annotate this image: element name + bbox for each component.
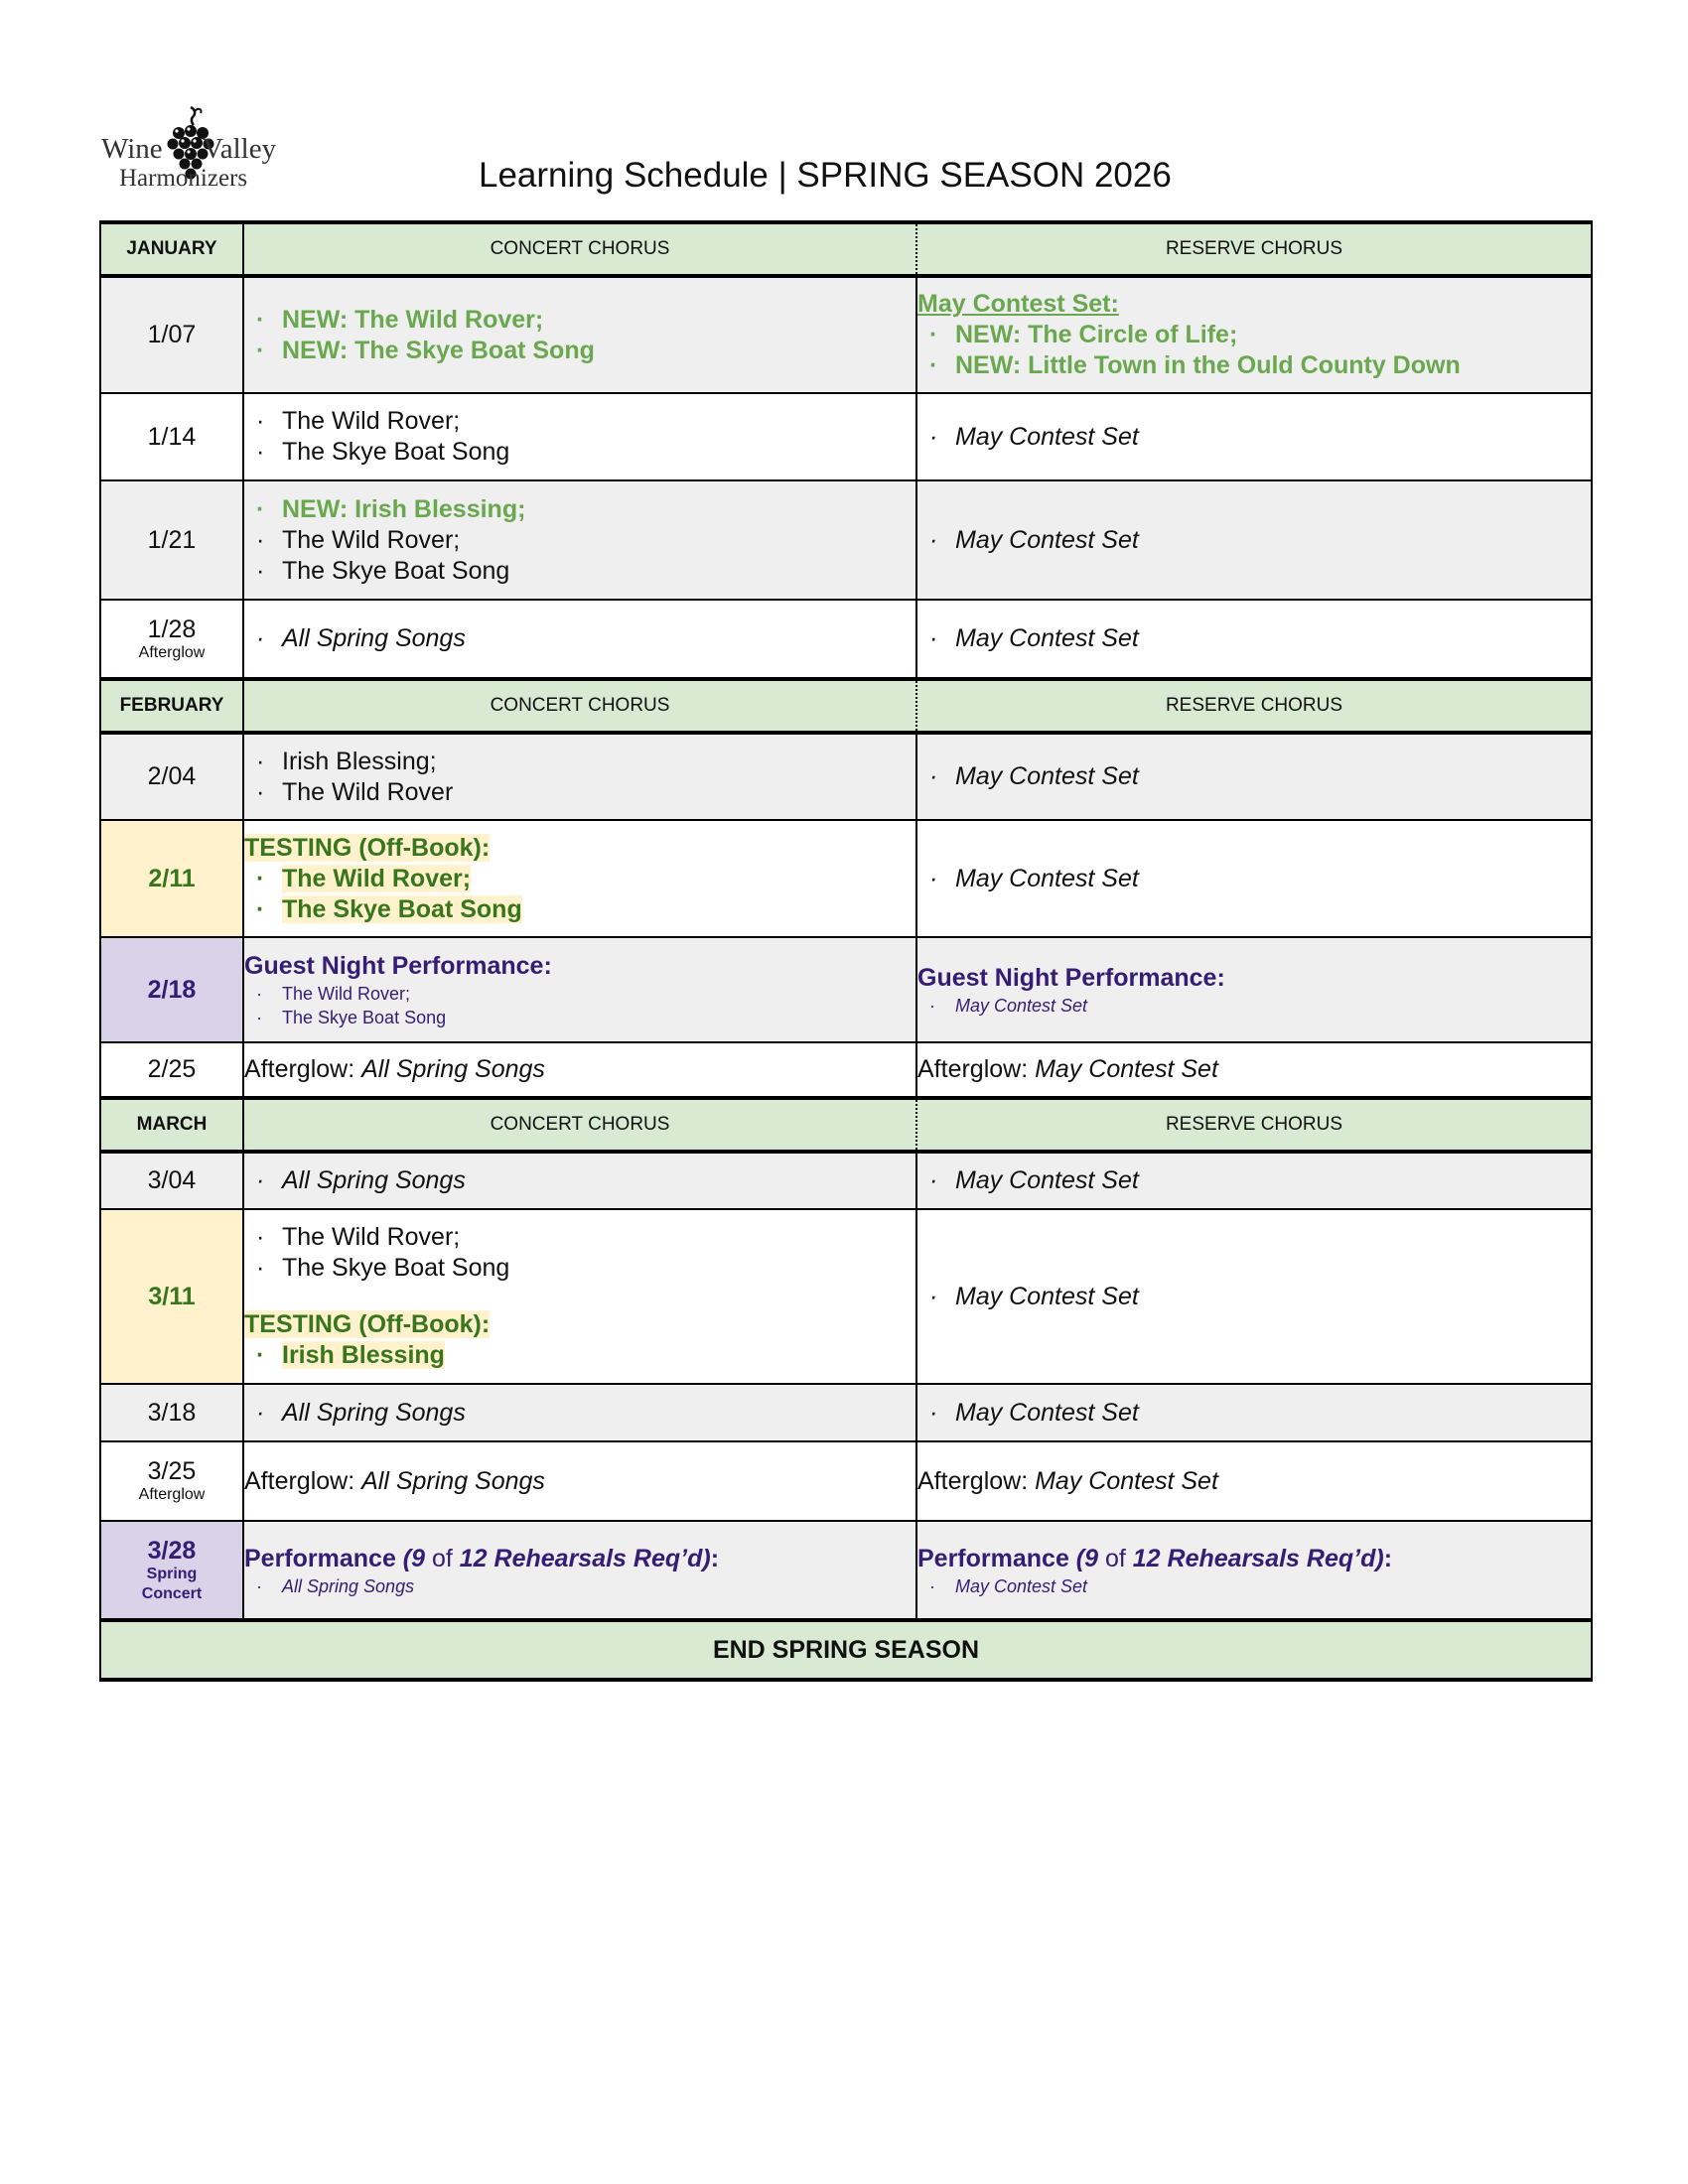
date-cell: 2/18 [100, 937, 243, 1042]
reserve-chorus-cell [916, 276, 1592, 393]
performance-heading: Performance (9 of 12 Rehearsals Req’d): [244, 1544, 720, 1572]
date-label: 3/25 [147, 1457, 197, 1485]
reserve-chorus-cell [916, 393, 1592, 480]
date-sublabel: Afterglow [138, 1486, 206, 1503]
reserve-chorus-header: RESERVE CHORUS [916, 1098, 1592, 1152]
list-item: · May Contest Set [929, 994, 1591, 1018]
concert-chorus-header: CONCERT CHORUS [243, 222, 916, 276]
date-cell: 1/07 [100, 276, 243, 393]
list-item: · Irish Blessing; [256, 747, 915, 777]
table-row [100, 480, 1592, 600]
list-item: · The Wild Rover [256, 777, 915, 808]
list-item: · The Wild Rover; [256, 982, 915, 1006]
afterglow-label: Afterglow: [244, 1466, 362, 1495]
date-cell [100, 1521, 243, 1620]
end-season-row [100, 1620, 1592, 1680]
list-item: · NEW: Little Town in the Ould County Down [929, 350, 1591, 381]
date-label: 1/28 [147, 614, 197, 643]
afterglow-label: Afterglow: [917, 1055, 1036, 1083]
date-sublabel: Concert [141, 1584, 203, 1602]
table-row [100, 1209, 1592, 1384]
list-item: · The Wild Rover; [256, 864, 915, 894]
reserve-chorus-cell [916, 1521, 1592, 1620]
table-row [100, 1441, 1592, 1521]
testing-heading: TESTING (Off-Book): [244, 833, 491, 862]
list-item: · May Contest Set [929, 1574, 1591, 1598]
concert-chorus-cell [243, 1441, 916, 1521]
list-item: · The Skye Boat Song [256, 1253, 915, 1284]
concert-chorus-header: CONCERT CHORUS [243, 1098, 916, 1152]
concert-chorus-header: CONCERT CHORUS [243, 679, 916, 733]
list-item: · All Spring Songs [256, 1574, 915, 1598]
list-item: · NEW: The Circle of Life; [929, 320, 1591, 350]
list-item: · May Contest Set [929, 525, 1591, 556]
logo [97, 103, 296, 199]
list-item: · May Contest Set [929, 1165, 1591, 1196]
list-item: · May Contest Set [929, 1282, 1591, 1312]
list-item: · The Wild Rover; [256, 406, 915, 437]
list-item: · The Wild Rover; [256, 525, 915, 556]
date-label: 3/28 [147, 1536, 197, 1565]
concert-chorus-cell [243, 733, 916, 820]
list-item: · All Spring Songs [256, 1398, 915, 1429]
reserve-chorus-header: RESERVE CHORUS [916, 679, 1592, 733]
list-item: · NEW: The Skye Boat Song [256, 336, 915, 366]
list-item: · The Skye Boat Song [256, 437, 915, 468]
month-header-january [100, 222, 1592, 276]
concert-chorus-cell [243, 1209, 916, 1384]
date-cell: 3/18 [100, 1384, 243, 1441]
list-item: · The Skye Boat Song [256, 1006, 915, 1029]
table-row [100, 1042, 1592, 1098]
date-cell: 1/14 [100, 393, 243, 480]
reserve-chorus-cell [916, 480, 1592, 600]
concert-chorus-cell [243, 276, 916, 393]
date-cell: 2/04 [100, 733, 243, 820]
reserve-chorus-cell [916, 1209, 1592, 1384]
table-row [100, 1152, 1592, 1209]
date-cell: 3/04 [100, 1152, 243, 1209]
reserve-chorus-cell [916, 600, 1592, 679]
date-sublabel: Spring [146, 1565, 198, 1582]
end-season-label: END SPRING SEASON [100, 1620, 1592, 1680]
list-item: · Irish Blessing [256, 1340, 915, 1371]
testing-heading: TESTING (Off-Book): [244, 1310, 491, 1338]
list-item: · The Wild Rover; [256, 1222, 915, 1253]
list-item: · May Contest Set [929, 422, 1591, 453]
month-name: JANUARY [100, 222, 243, 276]
concert-chorus-cell [243, 1521, 916, 1620]
logo-word-wine: Wine [101, 133, 163, 165]
reserve-chorus-cell [916, 820, 1592, 937]
table-row [100, 1521, 1592, 1620]
date-cell: 3/11 [100, 1209, 243, 1384]
concert-chorus-cell [243, 480, 916, 600]
logo-word-harmonizers: Harmonizers [119, 165, 248, 192]
list-item: · All Spring Songs [256, 623, 915, 654]
list-item: · The Skye Boat Song [256, 894, 915, 925]
date-cell: 2/25 [100, 1042, 243, 1098]
reserve-chorus-cell [916, 1042, 1592, 1098]
date-sublabel: Afterglow [138, 643, 206, 661]
concert-chorus-cell [243, 600, 916, 679]
table-row [100, 937, 1592, 1042]
date-cell [100, 1441, 243, 1521]
table-row [100, 820, 1592, 937]
guest-night-heading: Guest Night Performance: [244, 952, 552, 980]
table-row [100, 1384, 1592, 1441]
table-row [100, 600, 1592, 679]
table-row [100, 393, 1592, 480]
afterglow-label: Afterglow: [917, 1466, 1036, 1495]
concert-chorus-cell [243, 1042, 916, 1098]
reserve-chorus-header: RESERVE CHORUS [916, 222, 1592, 276]
list-item: · May Contest Set [929, 864, 1591, 894]
reserve-chorus-cell [916, 937, 1592, 1042]
page-title: Learning Schedule | SPRING SEASON 2026 [479, 156, 1172, 195]
concert-chorus-cell [243, 1384, 916, 1441]
list-item: · May Contest Set [929, 1398, 1591, 1429]
cell-heading: May Contest Set: [917, 290, 1119, 318]
reserve-chorus-cell [916, 1152, 1592, 1209]
list-item: · May Contest Set [929, 623, 1591, 654]
list-item: · May Contest Set [929, 761, 1591, 792]
list-item: · All Spring Songs [256, 1165, 915, 1196]
date-cell: 1/21 [100, 480, 243, 600]
afterglow-songs: May Contest Set [1035, 1466, 1218, 1495]
reserve-chorus-cell [916, 733, 1592, 820]
afterglow-songs: All Spring Songs [361, 1466, 545, 1495]
reserve-chorus-cell [916, 1441, 1592, 1521]
guest-night-heading: Guest Night Performance: [917, 964, 1225, 992]
concert-chorus-cell [243, 1152, 916, 1209]
list-item: · NEW: The Wild Rover; [256, 305, 915, 336]
logo-word-valley: Valley [203, 133, 277, 165]
month-name: MARCH [100, 1098, 243, 1152]
table-row [100, 733, 1592, 820]
afterglow-label: Afterglow: [244, 1055, 362, 1083]
concert-chorus-cell [243, 393, 916, 480]
performance-heading: Performance (9 of 12 Rehearsals Req’d): [917, 1544, 1393, 1572]
list-item: · The Skye Boat Song [256, 556, 915, 587]
table-row [100, 276, 1592, 393]
month-header-march [100, 1098, 1592, 1152]
list-item: · NEW: Irish Blessing; [256, 494, 915, 525]
afterglow-songs: May Contest Set [1035, 1055, 1218, 1083]
month-header-february [100, 679, 1592, 733]
afterglow-songs: All Spring Songs [361, 1055, 545, 1083]
reserve-chorus-cell [916, 1384, 1592, 1441]
date-cell [100, 600, 243, 679]
concert-chorus-cell [243, 820, 916, 937]
concert-chorus-cell [243, 937, 916, 1042]
month-name: FEBRUARY [100, 679, 243, 733]
schedule-table [99, 220, 1593, 1682]
date-cell: 2/11 [100, 820, 243, 937]
